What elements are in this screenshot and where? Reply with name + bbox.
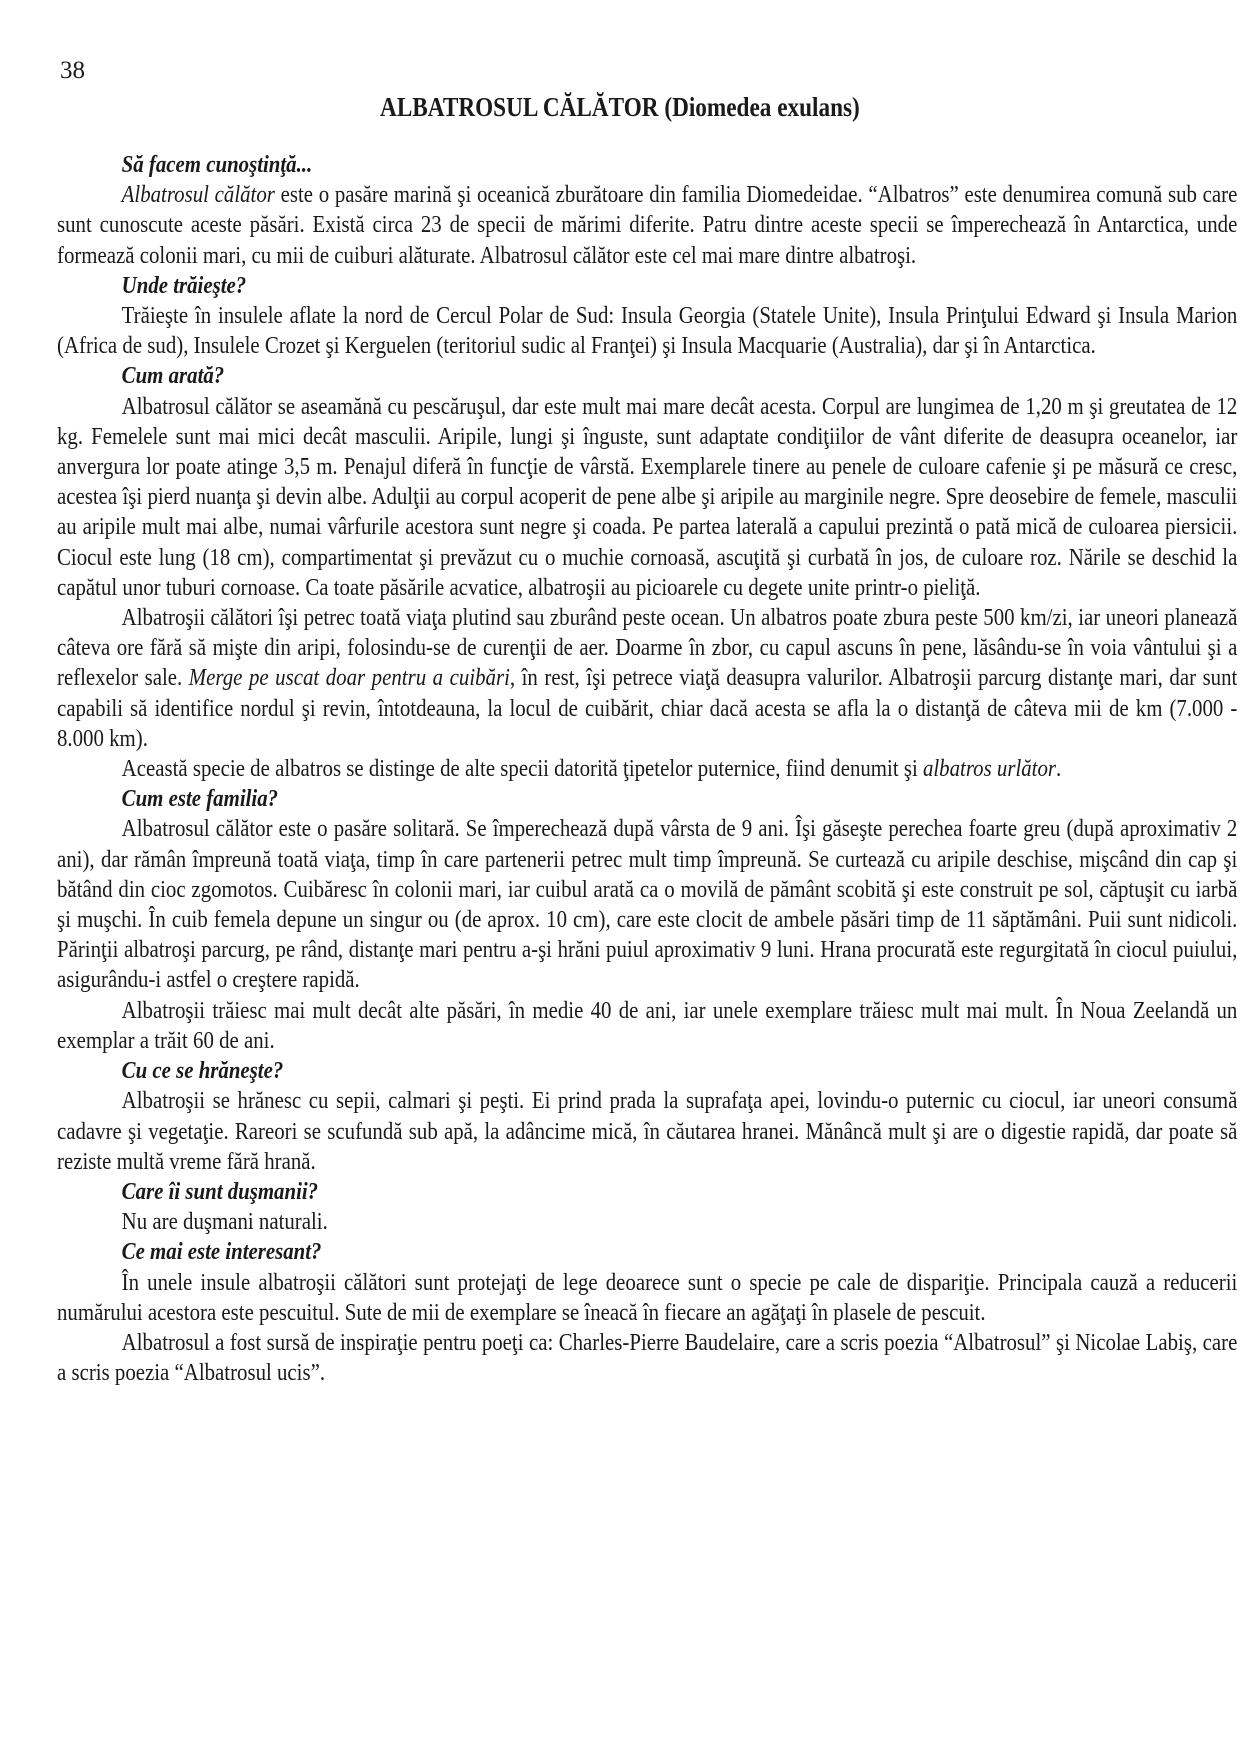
section-heading-family: Cum este familia? bbox=[121, 785, 279, 813]
paragraph-call bbox=[57, 754, 1237, 784]
article-body bbox=[57, 150, 1237, 1388]
emphasis-text: albatros urlător bbox=[922, 755, 1057, 783]
paragraph-text: . bbox=[1056, 755, 1062, 783]
emphasis-text: Merge pe uscat doar pentru a cuibări bbox=[188, 664, 510, 692]
paragraph-habitat: Trăieşte în insulele aflate la nord de Cercul Polar de Sud: Insula Georgia (Statele Unite), Insula Prinţului Edward şi Insula Marion (Africa de sud), Insulele Crozet şi Kerguelen (teritoriul sudic al Franţei) şi Insula Macquarie (Australia), dar şi în Antarctica. bbox=[57, 302, 1238, 360]
section-heading-enemies: Care îi sunt duşmanii? bbox=[121, 1177, 319, 1205]
section-heading-diet: Cu ce se hrăneşte? bbox=[121, 1057, 284, 1085]
paragraph-appearance: Albatrosul călător se aseamănă cu pescăruşul, dar este mult mai mare decât acesta. Corpul are lungimea de 1,20 m şi greutatea de 12 kg. Femelele sunt mai mici decât masculii. Aripile, lungi şi înguste, sunt adaptate condiţiilor de vânt diferite de deasupra oceanelor, iar anvergura lor poate atinge 3,5 m. Penajul diferă în funcţie de vârstă. Exemplarele tinere au penele de culoare cafenie şi pe măsură ce cresc, acestea îşi pierd nuanţa şi devin albe. Adulţii au corpul acoperit de pene albe şi aripile au marginile negre. Spre deosebire de femele, masculii au aripile mult mai albe, numai vârfurile acestora sunt negre şi coada. Pe partea laterală a capului prezintă o pată mică de culoarea piersicii. Ciocul este lung (18 cm), compartimentat şi prevăzut cu o muchie cornoasă, ascuţită şi curbată în jos, de culoare roz. Nările se deschid la capătul unor tuburi cornoase. Ca toate păsările acvatice, albatroşii au picioarele cu degete unite printr-o pieliţă. bbox=[57, 392, 1238, 601]
emphasis-species-name: Albatrosul călător bbox=[121, 181, 275, 209]
paragraph-protection: În unele insule albatroşii călători sunt protejaţi de lege deoarece sunt o specie pe cale de dispariţie. Principala cauză a reducerii numărului acestora este pescuitul. Sute de mii de exemplare se îneacă în fiecare an agăţaţi în plasele de pescuit. bbox=[57, 1268, 1238, 1326]
section-heading-appearance: Cum arată? bbox=[121, 362, 225, 390]
paragraph-intro bbox=[57, 180, 1237, 271]
section-heading-intro: Să facem cunoştinţă... bbox=[121, 151, 313, 178]
paragraph-family: Albatrosul călător este o pasăre solitară. Se împerechează după vârsta de 9 ani. Îşi găseşte perechea foarte greu (după aproximativ 2 ani), dar rămân împreună toată viaţa, timp în care partenerii petrec mult timp împreună. Se curtează cu aripile deschise, mişcând din cap şi bătând din cioc zgomotos. Cuibăresc în colonii mari, iar cuibul arată ca o movilă de pământ scobită şi este construit pe sol, căptuşit cu iarbă şi muşchi. În cuib femela depune un singur ou (de aprox. 10 cm), care este clocit de ambele păsări timp de 11 săptămâni. Puii sunt nidicoli. Părinţii albatroşi parcurg, pe rând, distanţe mari pentru a-şi hrăni puiul aproximativ 9 luni. Hrana procurată este regurgitată în ciocul puiului, asigurându-i astfel o creştere rapidă. bbox=[57, 815, 1238, 994]
paragraph-flight bbox=[57, 603, 1237, 754]
page-title-text: ALBATROSUL CĂLĂTOR (Diomedea exulans) bbox=[380, 92, 860, 122]
page-number: 38 bbox=[60, 57, 85, 84]
paragraph-text: este o pasăre marină şi oceanică zburătoare din familia Diomedeidae. “Albatros” este denumirea comună sub care sunt cunoscute aceste păsări. Există circa 23 de specii de mărimi diferite. Patru dintre aceste specii se împerechează în Antarctica, unde formează colonii mari, cu mii de cuiburi alăturate. Albatrosul călător este cel mai mare dintre albatroşi. bbox=[57, 181, 1238, 269]
section-heading-habitat: Unde trăieşte? bbox=[121, 271, 247, 299]
paragraph-text: Această specie de albatros se distinge de alte specii datorită ţipetelor puternice, fiind denumit şi bbox=[121, 755, 923, 783]
paragraph-poets: Albatrosul a fost sursă de inspiraţie pentru poeţi ca: Charles-Pierre Baudelaire, care a scris poezia “Albatrosul” şi Nicolae Labiş, care a scris poezia “Albatrosul ucis”. bbox=[57, 1328, 1238, 1387]
paragraph-lifespan: Albatroşii trăiesc mai mult decât alte păsări, în medie 40 de ani, iar unele exemplare trăiesc mult mai mult. În Noua Zeelandă un exemplar a trăit 60 de ani. bbox=[57, 996, 1238, 1054]
section-heading-interesting: Ce mai este interesant? bbox=[121, 1238, 322, 1266]
paragraph-enemies: Nu are duşmani naturali. bbox=[121, 1208, 328, 1236]
paragraph-text: , în rest, îşi petrece viaţă deasupra valurilor. Albatroşii parcurg distanţe mari, dar sunt capabili să identifice nordul şi revin, întotdeauna, la locul de cuibărit, chiar dacă acesta se afla la o distanţă de câteva mii de km (7.000 - 8.000 km). bbox=[57, 664, 1238, 752]
paragraph-text: Albatroşii călători îşi petrec toată viaţa plutind sau zburând peste ocean. Un albatros poate zbura peste 500 km/zi, iar uneori planează câteva ore fără să mişte din aripi, folosindu-se de curenţii de aer. Doarme în zbor, cu capul ascuns în pene, lăsându-se în voia vântului şi a reflexelor sale. bbox=[57, 604, 1238, 692]
page-title bbox=[0, 90, 1240, 124]
paragraph-diet: Albatroşii se hrănesc cu sepii, calmari şi peşti. Ei prind prada la suprafaţa apei, lovindu-o puternic cu ciocul, iar uneori consumă cadavre şi vegetaţie. Rareori se scufundă sub apă, la adâncime mică, în căutarea hranei. Mănâncă mult şi are o digestie rapidă, dar poate să reziste multă vreme fără hrană. bbox=[57, 1087, 1238, 1175]
